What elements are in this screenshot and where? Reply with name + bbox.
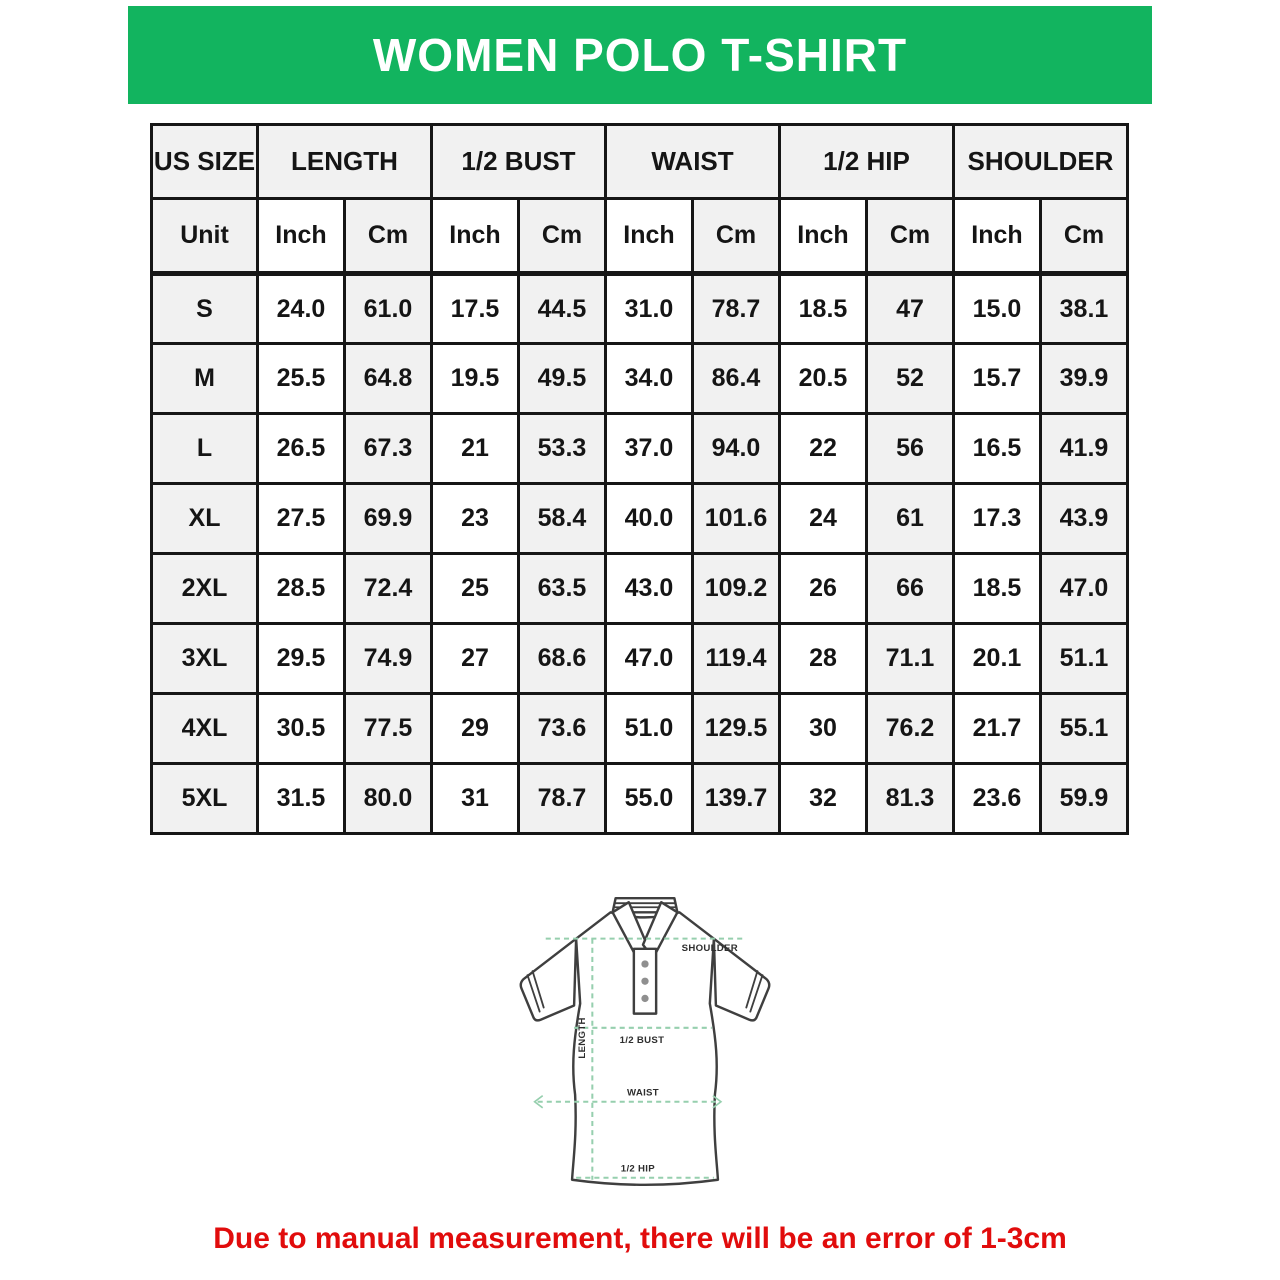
- value-cell: 78.7: [519, 764, 606, 834]
- button-3: [641, 995, 648, 1002]
- unit-cell-shoulder-inch: Inch: [954, 199, 1041, 274]
- value-cell: 22: [780, 414, 867, 484]
- value-cell: 19.5: [432, 344, 519, 414]
- value-cell: 63.5: [519, 554, 606, 624]
- value-cell: 21: [432, 414, 519, 484]
- value-cell: 56: [867, 414, 954, 484]
- value-cell: 47.0: [606, 624, 693, 694]
- size-cell: 2XL: [152, 554, 258, 624]
- value-cell: 17.5: [432, 274, 519, 344]
- unit-cell-length-inch: Inch: [258, 199, 345, 274]
- value-cell: 43.0: [606, 554, 693, 624]
- value-cell: 76.2: [867, 694, 954, 764]
- size-cell: 5XL: [152, 764, 258, 834]
- button-1: [641, 960, 648, 967]
- value-cell: 139.7: [693, 764, 780, 834]
- title-banner: [128, 6, 1152, 104]
- size-chart-table: [150, 123, 1129, 835]
- value-cell: 31.0: [606, 274, 693, 344]
- value-cell: 94.0: [693, 414, 780, 484]
- unit-cell-length-cm: Cm: [345, 199, 432, 274]
- value-cell: 101.6: [693, 484, 780, 554]
- size-cell: 3XL: [152, 624, 258, 694]
- size-row-s: [152, 274, 1128, 344]
- value-cell: 52: [867, 344, 954, 414]
- size-cell: 4XL: [152, 694, 258, 764]
- value-cell: 81.3: [867, 764, 954, 834]
- value-cell: 26: [780, 554, 867, 624]
- value-cell: 71.1: [867, 624, 954, 694]
- column-group-length: LENGTH: [258, 125, 432, 199]
- value-cell: 73.6: [519, 694, 606, 764]
- diagram-label-half-hip: 1/2 HIP: [620, 1163, 656, 1175]
- value-cell: 64.8: [345, 344, 432, 414]
- value-cell: 74.9: [345, 624, 432, 694]
- value-cell: 61: [867, 484, 954, 554]
- diagram-label-length: LENGTH: [577, 1017, 589, 1059]
- value-cell: 16.5: [954, 414, 1041, 484]
- unit-cell-waist-inch: Inch: [606, 199, 693, 274]
- diagram-label-half-bust: 1/2 BUST: [619, 1035, 665, 1046]
- value-cell: 67.3: [345, 414, 432, 484]
- value-cell: 29.5: [258, 624, 345, 694]
- value-cell: 31: [432, 764, 519, 834]
- value-cell: 129.5: [693, 694, 780, 764]
- unit-cell-shoulder-cm: Cm: [1041, 199, 1128, 274]
- size-row-4xl: [152, 694, 1128, 764]
- value-cell: 51.1: [1041, 624, 1128, 694]
- value-cell: 47.0: [1041, 554, 1128, 624]
- value-cell: 34.0: [606, 344, 693, 414]
- size-cell: M: [152, 344, 258, 414]
- value-cell: 69.9: [345, 484, 432, 554]
- size-cell: L: [152, 414, 258, 484]
- measurement-note: Due to manual measurement, there will be an error of 1-3cm: [213, 1222, 1067, 1255]
- value-cell: 21.7: [954, 694, 1041, 764]
- diagram-label-waist: WAIST: [626, 1087, 659, 1099]
- value-cell: 72.4: [345, 554, 432, 624]
- value-cell: 25.5: [258, 344, 345, 414]
- unit-cell-1-2-hip-cm: Cm: [867, 199, 954, 274]
- unit-cell-1-2-hip-inch: Inch: [780, 199, 867, 274]
- size-row-xl: [152, 484, 1128, 554]
- value-cell: 24: [780, 484, 867, 554]
- value-cell: 68.6: [519, 624, 606, 694]
- value-cell: 77.5: [345, 694, 432, 764]
- polo-shirt-drawing: [478, 886, 812, 1200]
- value-cell: 86.4: [693, 344, 780, 414]
- value-cell: 55.0: [606, 764, 693, 834]
- column-group-1-2-hip: 1/2 HIP: [780, 125, 954, 199]
- unit-cell-1-2-bust-cm: Cm: [519, 199, 606, 274]
- unit-cell-1-2-bust-inch: Inch: [432, 199, 519, 274]
- size-cell: S: [152, 274, 258, 344]
- value-cell: 28: [780, 624, 867, 694]
- value-cell: 40.0: [606, 484, 693, 554]
- value-cell: 17.3: [954, 484, 1041, 554]
- value-cell: 44.5: [519, 274, 606, 344]
- size-row-2xl: [152, 554, 1128, 624]
- button-2: [641, 978, 648, 985]
- value-cell: 43.9: [1041, 484, 1128, 554]
- diagram-label-shoulder: SHOULDER: [681, 942, 739, 954]
- value-cell: 49.5: [519, 344, 606, 414]
- value-cell: 53.3: [519, 414, 606, 484]
- value-cell: 80.0: [345, 764, 432, 834]
- value-cell: 15.7: [954, 344, 1041, 414]
- size-cell: XL: [152, 484, 258, 554]
- value-cell: 30.5: [258, 694, 345, 764]
- size-row-m: [152, 344, 1128, 414]
- value-cell: 28.5: [258, 554, 345, 624]
- value-cell: 15.0: [954, 274, 1041, 344]
- value-cell: 55.1: [1041, 694, 1128, 764]
- value-cell: 26.5: [258, 414, 345, 484]
- value-cell: 25: [432, 554, 519, 624]
- value-cell: 23.6: [954, 764, 1041, 834]
- value-cell: 66: [867, 554, 954, 624]
- value-cell: 78.7: [693, 274, 780, 344]
- column-group-waist: WAIST: [606, 125, 780, 199]
- value-cell: 37.0: [606, 414, 693, 484]
- value-cell: 109.2: [693, 554, 780, 624]
- value-cell: 20.1: [954, 624, 1041, 694]
- value-cell: 24.0: [258, 274, 345, 344]
- value-cell: 18.5: [780, 274, 867, 344]
- value-cell: 47: [867, 274, 954, 344]
- value-cell: 32: [780, 764, 867, 834]
- value-cell: 30: [780, 694, 867, 764]
- value-cell: 58.4: [519, 484, 606, 554]
- page-title: WOMEN POLO T-SHIRT: [372, 29, 908, 81]
- column-group-1-2-bust: 1/2 BUST: [432, 125, 606, 199]
- column-group-us-size: US SIZE: [152, 125, 258, 199]
- value-cell: 38.1: [1041, 274, 1128, 344]
- value-cell: 31.5: [258, 764, 345, 834]
- unit-header-cell: Unit: [152, 199, 258, 274]
- value-cell: 119.4: [693, 624, 780, 694]
- value-cell: 39.9: [1041, 344, 1128, 414]
- value-cell: 18.5: [954, 554, 1041, 624]
- polo-shirt-diagram: [478, 886, 812, 1200]
- size-row-5xl: [152, 764, 1128, 834]
- column-group-shoulder: SHOULDER: [954, 125, 1128, 199]
- size-row-l: [152, 414, 1128, 484]
- unit-cell-waist-cm: Cm: [693, 199, 780, 274]
- value-cell: 20.5: [780, 344, 867, 414]
- value-cell: 23: [432, 484, 519, 554]
- value-cell: 27: [432, 624, 519, 694]
- value-cell: 59.9: [1041, 764, 1128, 834]
- value-cell: 27.5: [258, 484, 345, 554]
- value-cell: 61.0: [345, 274, 432, 344]
- value-cell: 41.9: [1041, 414, 1128, 484]
- size-row-3xl: [152, 624, 1128, 694]
- value-cell: 51.0: [606, 694, 693, 764]
- value-cell: 29: [432, 694, 519, 764]
